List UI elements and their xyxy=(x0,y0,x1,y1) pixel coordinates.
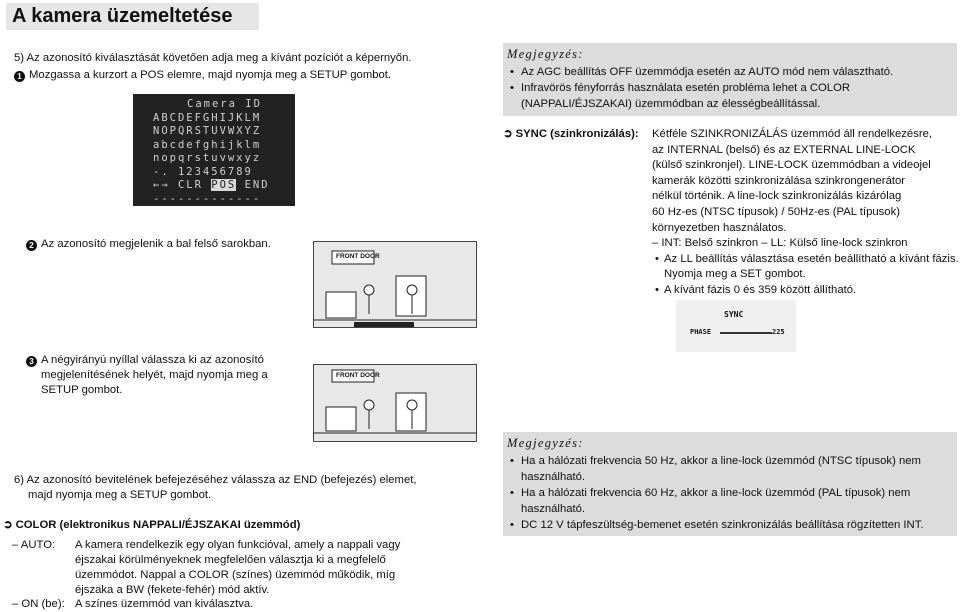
osd-line: Camera ID xyxy=(187,98,262,110)
auto-line: éjszaka a BW (fekete-fehér) mód aktív. xyxy=(75,584,270,596)
arrow-icon: ➲ xyxy=(503,128,513,140)
sync-bullet: • A kívánt fázis 0 és 359 között állítható. xyxy=(652,283,959,299)
step-number: 3 xyxy=(26,356,37,367)
step5-1 xyxy=(14,68,391,83)
step6-line: majd nyomja meg a SETUP gombot. xyxy=(28,489,212,501)
osd-dashes: ------------- xyxy=(153,192,262,205)
note-box-2 xyxy=(503,432,957,536)
sync-line: nélkül történik. A line-lock szinkronizálás kizárólag xyxy=(652,190,902,203)
step5-3-line: A négyirányú nyíllal válassza ki az azonosító xyxy=(41,354,264,366)
step6 xyxy=(14,473,417,503)
sync-label-text: SYNC (szinkronizálás): xyxy=(515,128,639,140)
sync-line: környezetben használatos. xyxy=(652,221,787,234)
note-box-1 xyxy=(503,43,957,116)
sync-screen-title: SYNC xyxy=(724,310,744,319)
sync-line: kamerák közötti szinkronizálása szinkrongenerátor xyxy=(652,174,906,187)
auto-text xyxy=(75,538,400,598)
sync-label xyxy=(503,127,639,142)
sync-line: Kétféle SZINKRONIZÁLÁS üzemmód áll rendelkezésre, xyxy=(652,128,933,140)
scene-label: FRONT DOOR xyxy=(336,372,380,379)
step5-3-line: megjelenítésének helyét, majd nyomja meg a xyxy=(41,369,268,381)
step6-line: 6) Az azonosító bevitelének befejezéséhez válassza az END (befejezés) elemet, xyxy=(14,474,417,486)
note-item: • Ha a hálózati frekvencia 60 Hz, akkor a line-lock üzemmód (PAL típusok) nem xyxy=(507,485,957,501)
osd-line: abcdefghijklm xyxy=(153,138,262,151)
step5-1-text: Mozgassa a kurzort a POS elemre, majd nyomja meg a SETUP gombot. xyxy=(29,69,392,81)
auto-line: éjszakai körülményeknek megfelelően választja ki a megfelelő xyxy=(75,554,386,566)
scene-label: FRONT DOOR xyxy=(336,253,380,260)
color-heading-text: COLOR (elektronikus NAPPALI/ÉJSZAKAI üzemmód) xyxy=(15,519,301,531)
page-title: A kamera üzemeltetése xyxy=(6,3,259,30)
sync-bullet: • Az LL beállítás választása esetén beállítható a kívánt fázis. xyxy=(652,252,959,268)
step5-3 xyxy=(26,353,268,398)
sync-line: 60 Hz-es (NTSC típusok) / 50Hz-es (PAL típusok) xyxy=(652,205,900,218)
step-number: 1 xyxy=(14,71,25,82)
note-item: • Infravörös fényforrás használata esetén probléma lehet a COLOR xyxy=(507,80,957,96)
sync-line: az INTERNAL (belső) és az EXTERNAL LINE-LOCK xyxy=(652,143,916,156)
osd-line: NOPQRSTUVWXYZ xyxy=(153,125,262,137)
osd-pos-selected: POS xyxy=(211,179,237,191)
step5-text: 5) Az azonosító kiválasztását követően adja meg a kívánt pozíciót a képernyőn. xyxy=(14,52,412,64)
color-heading xyxy=(3,518,300,533)
note-item: • Az AGC beállítás OFF üzemmódja esetén az AUTO mód nem választható. xyxy=(507,64,957,80)
note-heading: Megjegyzés: xyxy=(507,47,584,61)
sync-modes: – INT: Belső szinkron – LL: Külső line-lock szinkron xyxy=(652,237,908,250)
osd-nav-row xyxy=(153,179,295,193)
auto-line: A kamera rendelkezik egy olyan funkcióval, amely a nappali vagy xyxy=(75,539,401,551)
osd-line: ABCDEFGHIJKLM xyxy=(153,111,262,124)
sync-bullet-cont: Nyomja meg a SET gombot. xyxy=(664,268,806,281)
osd-line: -. 123456789 xyxy=(153,165,253,178)
right-arrow-icon: → xyxy=(161,179,170,191)
on-text: A színes üzemmód van kiválasztva. xyxy=(75,598,254,610)
note-heading: Megjegyzés: xyxy=(507,436,584,450)
osd-end: END xyxy=(244,179,270,191)
step5-3-line: SETUP gombot. xyxy=(41,384,123,396)
sync-text xyxy=(652,127,959,299)
camera-id-osd-screen xyxy=(133,94,295,206)
sync-phase-value: 225 xyxy=(772,328,785,336)
arrow-icon: ➲ xyxy=(3,519,13,531)
auto-label: – AUTO: xyxy=(12,539,56,551)
note-item-cont: használható. xyxy=(521,503,586,515)
step5-2 xyxy=(26,237,271,252)
on-label: – ON (be): xyxy=(12,598,65,610)
note-item-cont: használható. xyxy=(521,471,586,483)
step5-2-text: Az azonosító megjelenik a bal felső sarokban. xyxy=(41,238,271,250)
sync-phase-screen xyxy=(676,300,796,352)
note-item: • Ha a hálózati frekvencia 50 Hz, akkor a line-lock üzemmód (NTSC típusok) nem xyxy=(507,453,957,469)
sync-phase-label: PHASE xyxy=(690,328,712,336)
osd-clr: CLR xyxy=(177,179,203,191)
step-number: 2 xyxy=(26,240,37,251)
sync-line: (külső szinkronjel). LINE-LOCK üzemmódban a videojel xyxy=(652,159,931,172)
left-arrow-icon: ← xyxy=(153,179,162,191)
auto-line: üzemmódot. Nappal a COLOR (színes) üzemmód működik, míg xyxy=(75,569,396,581)
osd-line: nopqrstuvwxyz xyxy=(153,152,262,164)
note-item: • DC 12 V tápfeszültség-bemenet esetén szinkronizálás beállítása rögzítetten INT. xyxy=(507,517,957,533)
phase-slider xyxy=(720,332,772,334)
front-door-illustration xyxy=(313,241,477,328)
note-item-cont: (NAPPALI/ÉJSZAKAI) üzemmódban az élességbeállítással. xyxy=(521,98,821,110)
front-door-illustration-2 xyxy=(313,364,477,442)
